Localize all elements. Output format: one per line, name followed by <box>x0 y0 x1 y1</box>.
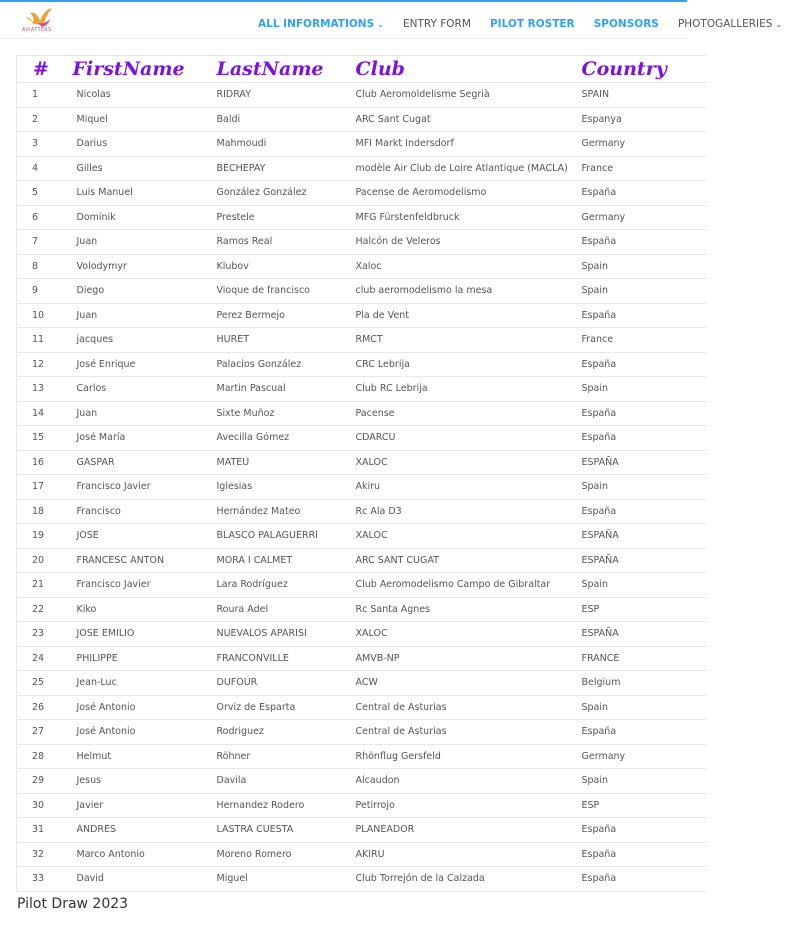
table-row <box>17 842 707 867</box>
table-row <box>17 181 707 206</box>
table-cell-country: ESP <box>582 597 707 622</box>
table-cell-country: ESP <box>582 793 707 818</box>
table-cell-fn: Javier <box>73 793 217 818</box>
table-cell-fn: Luis Manuel <box>73 181 217 206</box>
table-cell-num: 24 <box>17 646 73 671</box>
table-cell-club: RMCT <box>356 328 582 353</box>
table-cell-ln: Klubov <box>217 254 356 279</box>
table-cell-ln: Prestele <box>217 205 356 230</box>
table-cell-fn: Francisco <box>73 499 217 524</box>
table-cell-fn: Jean-Luc <box>73 671 217 696</box>
table-cell-num: 21 <box>17 573 73 598</box>
table-cell-num: 19 <box>17 524 73 549</box>
table-cell-ln: DUFOUR <box>217 671 356 696</box>
table-cell-club: Pla de Vent <box>356 303 582 328</box>
table-row <box>17 205 707 230</box>
table-cell-country: Spain <box>582 769 707 794</box>
table-cell-ln: Miguel <box>217 867 356 892</box>
table-cell-club: ACW <box>356 671 582 696</box>
table-cell-club: Rhönflug Gersfeld <box>356 744 582 769</box>
table-cell-fn: José Antonio <box>73 695 217 720</box>
table-cell-num: 11 <box>17 328 73 353</box>
table-cell-num: 32 <box>17 842 73 867</box>
table-cell-ln: Lara Rodríguez <box>217 573 356 598</box>
table-cell-ln: Palacios González <box>217 352 356 377</box>
table-cell-country: ESPAÑA <box>582 548 707 573</box>
table-cell-country: España <box>582 303 707 328</box>
table-cell-num: 25 <box>17 671 73 696</box>
table-cell-num: 12 <box>17 352 73 377</box>
table-cell-ln: Davila <box>217 769 356 794</box>
table-cell-fn: Helmut <box>73 744 217 769</box>
table-cell-fn: Volodymyr <box>73 254 217 279</box>
chevron-down-icon: ⌄ <box>377 20 384 29</box>
table-cell-fn: GASPAR <box>73 450 217 475</box>
table-row <box>17 524 707 549</box>
table-cell-num: 15 <box>17 426 73 451</box>
table-cell-ln: BLASCO PALAGUERRI <box>217 524 356 549</box>
table-cell-club: Halcón de Veleros <box>356 230 582 255</box>
table-cell-num: 3 <box>17 132 73 157</box>
table-cell-club: CRC Lebrija <box>356 352 582 377</box>
table-cell-num: 23 <box>17 622 73 647</box>
table-cell-num: 33 <box>17 867 73 892</box>
table-cell-country: Germany <box>582 132 707 157</box>
table-cell-club: ARC SANT CUGAT <box>356 548 582 573</box>
site-header <box>0 2 783 38</box>
table-cell-num: 22 <box>17 597 73 622</box>
table-cell-country: España <box>582 401 707 426</box>
table-cell-num: 13 <box>17 377 73 402</box>
table-cell-club: Rc Ala D3 <box>356 499 582 524</box>
table-cell-club: Club Aeromoldelisme Segrià <box>356 83 582 108</box>
table-row <box>17 132 707 157</box>
table-cell-num: 6 <box>17 205 73 230</box>
table-cell-club: Club Aeromodelismo Campo de Gibraltar <box>356 573 582 598</box>
table-cell-fn: Gilles <box>73 156 217 181</box>
nav-label: PHOTOGALLERIES <box>677 18 773 30</box>
table-cell-club: Petirrojo <box>356 793 582 818</box>
table-cell-country: España <box>582 230 707 255</box>
table-cell-club: Club RC Lebrija <box>356 377 582 402</box>
table-cell-club: AMVB-NP <box>356 646 582 671</box>
table-cell-country: Germany <box>582 744 707 769</box>
table-cell-num: 31 <box>17 818 73 843</box>
column-header: Country <box>582 56 707 83</box>
table-cell-club: MFG Fürstenfeldbruck <box>356 205 582 230</box>
table-row <box>17 499 707 524</box>
table-cell-country: ESPAÑA <box>582 524 707 549</box>
table-cell-club: ARC Sant Cugat <box>356 107 582 132</box>
table-cell-num: 9 <box>17 279 73 304</box>
table-row <box>17 156 707 181</box>
table-row <box>17 107 707 132</box>
table-cell-fn: Carlos <box>73 377 217 402</box>
table-row <box>17 328 707 353</box>
table-cell-club: PLANEADOR <box>356 818 582 843</box>
column-header: # <box>17 56 73 83</box>
table-cell-ln: Ramos Real <box>217 230 356 255</box>
table-cell-ln: Baldi <box>217 107 356 132</box>
table-cell-club: Rc Santa Agnes <box>356 597 582 622</box>
table-cell-ln: Perez Bermejo <box>217 303 356 328</box>
table-cell-country: Germany <box>582 205 707 230</box>
table-row <box>17 720 707 745</box>
table-cell-ln: Mahmoudi <box>217 132 356 157</box>
table-cell-club: Central de Asturias <box>356 695 582 720</box>
main-nav <box>258 12 796 30</box>
table-row <box>17 254 707 279</box>
chevron-down-icon: ⌄ <box>775 20 783 29</box>
table-cell-country: España <box>582 426 707 451</box>
table-cell-ln: Roura Adel <box>217 597 356 622</box>
table-cell-country: Spain <box>582 254 707 279</box>
column-header: LastName <box>217 56 356 83</box>
table-cell-ln: LASTRA CUESTA <box>217 818 356 843</box>
table-cell-fn: JOSE EMILIO <box>73 622 217 647</box>
table-cell-country: ESPAÑA <box>582 622 707 647</box>
table-cell-ln: Rodriguez <box>217 720 356 745</box>
table-row <box>17 548 707 573</box>
table-cell-country: España <box>582 818 707 843</box>
table-cell-ln: Sixte Muñoz <box>217 401 356 426</box>
table-row <box>17 769 707 794</box>
table-cell-country: España <box>582 842 707 867</box>
table-cell-num: 27 <box>17 720 73 745</box>
table-cell-ln: MATEU <box>217 450 356 475</box>
table-cell-fn: ANDRES <box>73 818 217 843</box>
table-cell-country: España <box>582 720 707 745</box>
table-header-row <box>17 56 707 83</box>
table-cell-ln: Hernández Mateo <box>217 499 356 524</box>
table-cell-fn: FRANCESC ANTON <box>73 548 217 573</box>
table-row <box>17 450 707 475</box>
table-cell-ln: Röhner <box>217 744 356 769</box>
table-row <box>17 230 707 255</box>
table-cell-ln: Moreno Romero <box>217 842 356 867</box>
column-header: FirstName <box>73 56 217 83</box>
table-cell-ln: BECHEPAY <box>217 156 356 181</box>
table-cell-num: 4 <box>17 156 73 181</box>
table-cell-country: SPAIN <box>582 83 707 108</box>
table-row <box>17 646 707 671</box>
table-cell-country: Espanya <box>582 107 707 132</box>
nav-sponsors[interactable]: SPONSORS <box>593 18 659 30</box>
table-cell-fn: David <box>73 867 217 892</box>
table-cell-country: FRANCE <box>582 646 707 671</box>
table-cell-fn: Francisco Javier <box>73 475 217 500</box>
table-cell-num: 20 <box>17 548 73 573</box>
table-cell-num: 28 <box>17 744 73 769</box>
table-cell-club: Pacense de Aeromodelismo <box>356 181 582 206</box>
page-footer-title: Pilot Draw 2023 <box>17 896 129 912</box>
table-row <box>17 83 707 108</box>
table-cell-fn: Marco Antonio <box>73 842 217 867</box>
table-cell-country: France <box>582 156 707 181</box>
table-cell-num: 10 <box>17 303 73 328</box>
table-row <box>17 426 707 451</box>
table-cell-country: Spain <box>582 573 707 598</box>
table-row <box>17 401 707 426</box>
table-cell-fn: PHILIPPE <box>73 646 217 671</box>
table-cell-fn: Darius <box>73 132 217 157</box>
table-cell-fn: Kiko <box>73 597 217 622</box>
table-cell-fn: Nicolas <box>73 83 217 108</box>
nav-label: ALL INFORMATIONS <box>258 18 375 30</box>
table-cell-fn: Francisco Javier <box>73 573 217 598</box>
table-cell-num: 30 <box>17 793 73 818</box>
pilot-roster-table-wrap <box>16 55 706 892</box>
table-cell-country: Spain <box>582 475 707 500</box>
table-cell-club: CDARCU <box>356 426 582 451</box>
pilot-roster-table <box>16 55 707 892</box>
table-cell-ln: Orviz de Esparta <box>217 695 356 720</box>
table-cell-fn: Jesus <box>73 769 217 794</box>
table-cell-club: MFI Markt Indersdorf <box>356 132 582 157</box>
table-cell-country: Spain <box>582 377 707 402</box>
table-cell-country: Spain <box>582 695 707 720</box>
table-cell-fn: José María <box>73 426 217 451</box>
table-cell-fn: Diego <box>73 279 217 304</box>
table-cell-num: 1 <box>17 83 73 108</box>
table-row <box>17 573 707 598</box>
table-cell-club: club aeromodelismo la mesa <box>356 279 582 304</box>
table-cell-ln: Martin Pascual <box>217 377 356 402</box>
table-cell-num: 18 <box>17 499 73 524</box>
table-cell-fn: Dominik <box>73 205 217 230</box>
table-cell-ln: Hernandez Rodero <box>217 793 356 818</box>
table-cell-country: Belgium <box>582 671 707 696</box>
table-cell-club: Akiru <box>356 475 582 500</box>
table-cell-num: 16 <box>17 450 73 475</box>
table-row <box>17 597 707 622</box>
table-cell-club: XALOC <box>356 622 582 647</box>
table-cell-club: Pacense <box>356 401 582 426</box>
table-cell-ln: HURET <box>217 328 356 353</box>
table-row <box>17 818 707 843</box>
nav-all-informations[interactable] <box>258 18 384 30</box>
logo-text: AVIATTERS <box>22 27 52 33</box>
table-cell-fn: Juan <box>73 401 217 426</box>
table-cell-ln: Avecilla Gómez <box>217 426 356 451</box>
table-cell-num: 8 <box>17 254 73 279</box>
table-cell-club: AKIRU <box>356 842 582 867</box>
table-cell-club: XALOC <box>356 524 582 549</box>
table-cell-num: 14 <box>17 401 73 426</box>
nav-pilot-roster[interactable]: PILOT ROSTER <box>489 18 575 30</box>
table-cell-country: ESPAÑA <box>582 450 707 475</box>
table-cell-num: 26 <box>17 695 73 720</box>
table-cell-club: Central de Asturias <box>356 720 582 745</box>
table-cell-fn: JOSE <box>73 524 217 549</box>
table-row <box>17 622 707 647</box>
table-cell-country: España <box>582 499 707 524</box>
table-row <box>17 279 707 304</box>
table-cell-fn: Juan <box>73 230 217 255</box>
table-cell-country: España <box>582 352 707 377</box>
table-row <box>17 867 707 892</box>
table-cell-club: Xaloc <box>356 254 582 279</box>
table-cell-fn: José Enrique <box>73 352 217 377</box>
table-body <box>17 83 707 892</box>
table-cell-country: España <box>582 181 707 206</box>
nav-entry-form[interactable]: ENTRY FORM <box>402 18 471 30</box>
table-row <box>17 377 707 402</box>
table-cell-num: 29 <box>17 769 73 794</box>
table-cell-fn: José Antonio <box>73 720 217 745</box>
table-cell-club: Club Torrejón de la Calzada <box>356 867 582 892</box>
table-cell-country: Spain <box>582 279 707 304</box>
table-cell-country: France <box>582 328 707 353</box>
table-cell-ln: RIDRAY <box>217 83 356 108</box>
table-row <box>17 671 707 696</box>
table-row <box>17 475 707 500</box>
table-cell-ln: Vioque de francisco <box>217 279 356 304</box>
table-cell-fn: Juan <box>73 303 217 328</box>
table-row <box>17 744 707 769</box>
table-cell-ln: NUEVALOS APARISI <box>217 622 356 647</box>
table-row <box>17 695 707 720</box>
table-cell-ln: FRANCONVILLE <box>217 646 356 671</box>
table-row <box>17 352 707 377</box>
table-cell-country: España <box>582 867 707 892</box>
table-cell-ln: Iglesias <box>217 475 356 500</box>
table-cell-ln: González González <box>217 181 356 206</box>
table-cell-num: 7 <box>17 230 73 255</box>
table-cell-num: 5 <box>17 181 73 206</box>
table-cell-fn: Miquel <box>73 107 217 132</box>
table-cell-num: 17 <box>17 475 73 500</box>
table-cell-num: 2 <box>17 107 73 132</box>
table-cell-club: modèle Air Club de Loire Atlantique (MACLA) <box>356 156 582 181</box>
table-row <box>17 793 707 818</box>
table-cell-club: Alcaudon <box>356 769 582 794</box>
table-cell-fn: jacques <box>73 328 217 353</box>
table-cell-club: XALOC <box>356 450 582 475</box>
table-row <box>17 303 707 328</box>
nav-photogalleries[interactable] <box>678 18 782 30</box>
table-cell-ln: MORA I CALMET <box>217 548 356 573</box>
column-header: Club <box>356 56 582 83</box>
